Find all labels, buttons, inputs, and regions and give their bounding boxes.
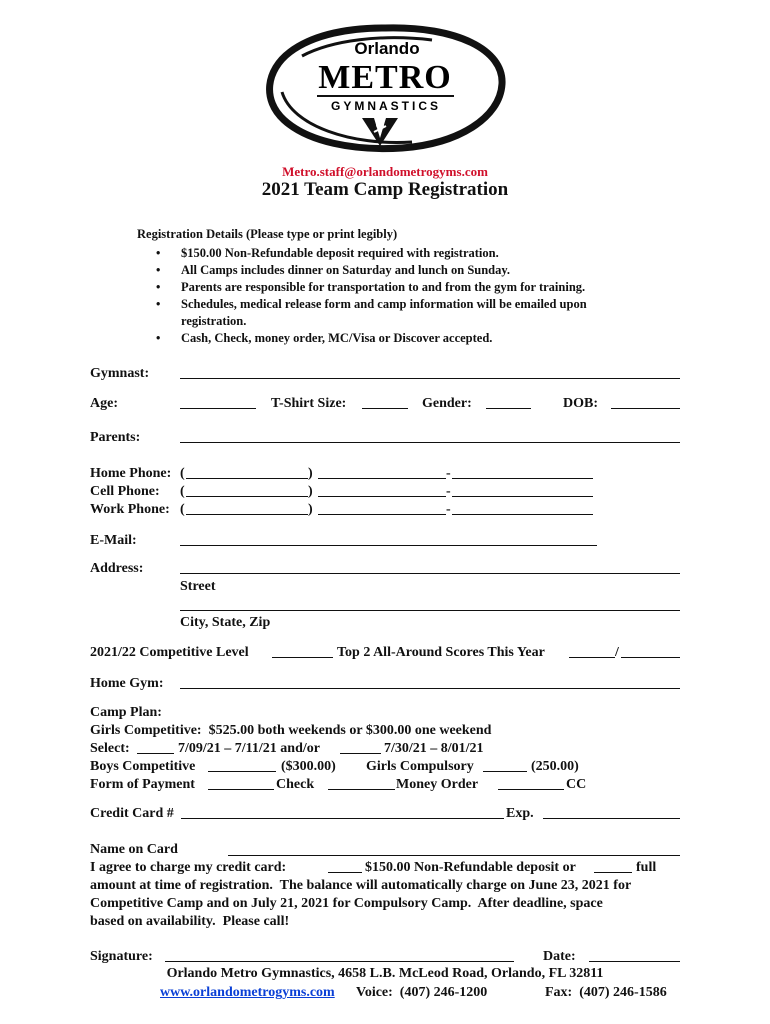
website-link[interactable]: www.orlandometrogyms.com — [160, 985, 335, 1000]
agree-label: I agree to charge my credit card: — [90, 860, 287, 875]
full-select-field[interactable] — [594, 872, 632, 873]
exp-label: Exp. — [506, 806, 534, 821]
week1-select-field[interactable] — [137, 753, 174, 754]
slash: / — [615, 645, 619, 660]
city-state-zip-field[interactable] — [180, 610, 680, 611]
payment-label: Form of Payment — [90, 777, 195, 792]
work-area-code-field[interactable] — [186, 514, 308, 515]
orlando-metro-gymnastics-logo — [262, 22, 508, 162]
list-item: • $150.00 Non-Refundable deposit required with registration. — [181, 245, 651, 262]
name-on-card-label: Name on Card — [90, 842, 178, 857]
work-prefix-field[interactable] — [318, 514, 446, 515]
date-field[interactable] — [589, 961, 680, 962]
home-area-code-field[interactable] — [186, 478, 308, 479]
list-item: • Schedules, medical release form and camp information will be emailed upon registration. — [181, 296, 651, 330]
agree-text-line: amount at time of registration. The balance will automatically charge on June 23, 2021 for — [90, 878, 632, 893]
home-gym-label: Home Gym: — [90, 676, 164, 691]
competitive-level-field[interactable] — [272, 657, 333, 658]
list-item: • Parents are responsible for transportation to and from the gym for training. — [181, 279, 651, 296]
deposit-label: $150.00 Non-Refundable deposit or — [365, 860, 576, 875]
age-label: Age: — [90, 396, 118, 411]
cell-prefix-field[interactable] — [318, 496, 446, 497]
paren: ) — [308, 502, 313, 517]
paren: ( — [180, 466, 185, 481]
home-gym-field[interactable] — [180, 688, 680, 689]
credit-card-field[interactable] — [181, 818, 504, 819]
agree-text-line: Competitive Camp and on July 21, 2021 for Compulsory Camp. After deadline, space — [90, 896, 603, 911]
home-phone-label: Home Phone: — [90, 466, 172, 481]
paren: ) — [308, 466, 313, 481]
dob-label: DOB: — [563, 396, 598, 411]
work-line-field[interactable] — [452, 514, 593, 515]
gymnast-field[interactable] — [180, 378, 680, 379]
competitive-level-label: 2021/22 Competitive Level — [90, 645, 249, 660]
tshirt-field[interactable] — [362, 408, 408, 409]
parents-label: Parents: — [90, 430, 141, 445]
agree-text-line: based on availability. Please call! — [90, 914, 290, 929]
camp-plan-heading: Camp Plan: — [90, 705, 162, 720]
cc-field[interactable] — [498, 789, 564, 790]
credit-card-label: Credit Card # — [90, 806, 174, 821]
voice-number: Voice: (407) 246-1200 — [356, 985, 488, 1000]
girls-compulsory-field[interactable] — [483, 771, 527, 772]
cell-area-code-field[interactable] — [186, 496, 308, 497]
paren: ) — [308, 484, 313, 499]
select-label: Select: — [90, 741, 130, 756]
date-label: Date: — [543, 949, 576, 964]
cell-phone-label: Cell Phone: — [90, 484, 160, 499]
gender-field[interactable] — [486, 408, 531, 409]
home-prefix-field[interactable] — [318, 478, 446, 479]
money-order-label: Money Order — [396, 777, 479, 792]
staff-email: Metro.staff@orlandometrogyms.com — [282, 164, 488, 179]
exp-field[interactable] — [543, 818, 680, 819]
gender-label: Gender: — [422, 396, 472, 411]
deposit-select-field[interactable] — [328, 872, 362, 873]
paren: ( — [180, 502, 185, 517]
home-line-field[interactable] — [452, 478, 593, 479]
check-label: Check — [276, 777, 315, 792]
boys-competitive-field[interactable] — [208, 771, 276, 772]
email-field[interactable] — [180, 545, 597, 546]
paren: ( — [180, 484, 185, 499]
dob-field[interactable] — [611, 408, 680, 409]
gymnast-label: Gymnast: — [90, 366, 150, 381]
score2-field[interactable] — [621, 657, 680, 658]
logo-metro: METRO — [318, 59, 452, 96]
week2-select-field[interactable] — [340, 753, 381, 754]
street-caption: Street — [180, 579, 216, 594]
signature-label: Signature: — [90, 949, 153, 964]
work-phone-label: Work Phone: — [90, 502, 170, 517]
tshirt-label: T-Shirt Size: — [271, 396, 347, 411]
cell-line-field[interactable] — [452, 496, 593, 497]
fax-number: Fax: (407) 246-1586 — [545, 985, 667, 1000]
age-field[interactable] — [180, 408, 256, 409]
full-label: full — [636, 860, 657, 875]
list-item: • Cash, Check, money order, MC/Visa or Discover accepted. — [181, 330, 651, 347]
email-label: E-Mail: — [90, 533, 137, 548]
footer-address: Orlando Metro Gymnastics, 4658 L.B. McLeod Road, Orlando, FL 32811 — [166, 966, 604, 981]
dash: - — [446, 502, 451, 517]
week1-text: 7/09/21 – 7/11/21 and/or — [178, 741, 320, 756]
parents-field[interactable] — [180, 442, 680, 443]
city-state-zip-caption: City, State, Zip — [180, 615, 271, 630]
dash: - — [446, 466, 451, 481]
signature-field[interactable] — [165, 961, 514, 962]
boys-price: ($300.00) — [281, 759, 336, 774]
cc-label: CC — [566, 777, 587, 792]
address-label: Address: — [90, 561, 144, 576]
girls-competitive-text: Girls Competitive: $525.00 both weekends or $300.00 one weekend — [90, 723, 492, 738]
details-heading: Registration Details (Please type or print legibly) — [137, 227, 398, 241]
boys-competitive-label: Boys Competitive — [90, 759, 196, 774]
money-order-field[interactable] — [328, 789, 395, 790]
list-item: • All Camps includes dinner on Saturday and lunch on Sunday. — [181, 262, 651, 279]
score1-field[interactable] — [569, 657, 615, 658]
street-field[interactable] — [180, 573, 680, 574]
week2-text: 7/30/21 – 8/01/21 — [384, 741, 484, 756]
girls-compulsory-label: Girls Compulsory — [366, 759, 474, 774]
page-title: 2021 Team Camp Registration — [261, 179, 509, 200]
dash: - — [446, 484, 451, 499]
girls-compulsory-price: (250.00) — [531, 759, 579, 774]
top2-scores-label: Top 2 All-Around Scores This Year — [337, 645, 545, 660]
check-field[interactable] — [208, 789, 274, 790]
logo-orlando: Orlando — [354, 39, 420, 58]
details-list — [181, 245, 651, 347]
name-on-card-field[interactable] — [228, 855, 680, 856]
logo-gymnastics: GYMNASTICS — [330, 99, 442, 113]
